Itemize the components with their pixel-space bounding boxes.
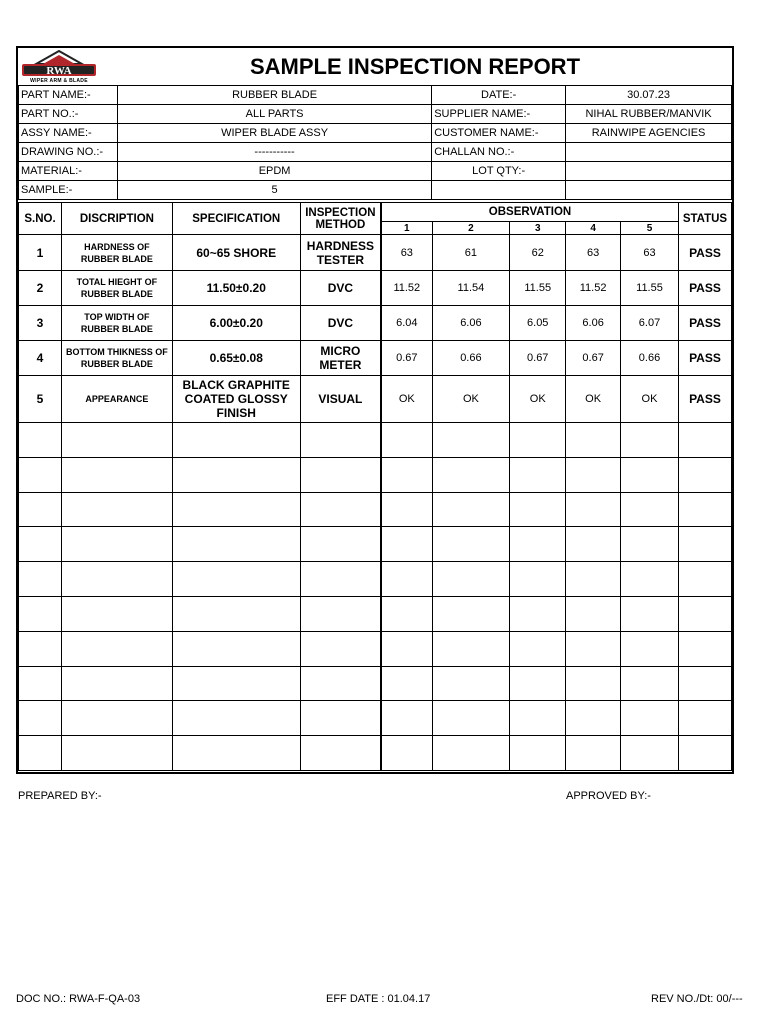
empty-cell	[381, 736, 432, 771]
row-sno: 1	[19, 235, 62, 271]
empty-cell	[19, 492, 62, 527]
empty-cell	[566, 631, 621, 666]
empty-cell	[300, 562, 381, 597]
empty-cell	[61, 736, 172, 771]
row-sno: 4	[19, 341, 62, 376]
drawing-no-value: -----------	[117, 143, 431, 162]
empty-cell	[566, 701, 621, 736]
date-value: 30.07.23	[566, 86, 732, 105]
row-description: APPEARANCE	[61, 376, 172, 423]
empty-table-row	[19, 562, 732, 597]
empty-cell	[381, 423, 432, 458]
empty-cell	[19, 666, 62, 701]
empty-cell	[19, 736, 62, 771]
empty-cell	[19, 631, 62, 666]
empty-cell	[19, 701, 62, 736]
empty-cell	[300, 423, 381, 458]
empty-cell	[300, 666, 381, 701]
empty-cell	[510, 423, 566, 458]
row-observation: 6.07	[621, 306, 679, 341]
row-status: PASS	[678, 235, 731, 271]
empty-cell	[510, 596, 566, 631]
row-observation: 11.52	[566, 271, 621, 306]
header-row	[19, 143, 732, 162]
empty-cell	[678, 631, 731, 666]
empty-cell	[61, 596, 172, 631]
row-status: PASS	[678, 306, 731, 341]
row-specification: 0.65±0.08	[172, 341, 300, 376]
empty-cell	[566, 181, 732, 200]
row-method: MICRO METER	[300, 341, 381, 376]
empty-cell	[61, 666, 172, 701]
part-name-label: PART NAME:-	[19, 86, 118, 105]
material-label: MATERIAL:-	[19, 162, 118, 181]
row-specification: 6.00±0.20	[172, 306, 300, 341]
observation-header: OBSERVATION	[381, 203, 678, 222]
empty-cell	[300, 527, 381, 562]
empty-cell	[566, 492, 621, 527]
empty-table-row	[19, 736, 732, 771]
row-status: PASS	[678, 341, 731, 376]
empty-table-row	[19, 527, 732, 562]
empty-cell	[19, 562, 62, 597]
header-row	[19, 181, 732, 200]
assy-name-label: ASSY NAME:-	[19, 124, 118, 143]
empty-cell	[381, 631, 432, 666]
row-observation: 11.55	[510, 271, 566, 306]
assy-name-value: WIPER BLADE ASSY	[117, 124, 431, 143]
empty-cell	[678, 423, 731, 458]
empty-cell	[61, 527, 172, 562]
empty-cell	[19, 527, 62, 562]
empty-cell	[621, 423, 679, 458]
empty-cell	[19, 596, 62, 631]
obs-number: 3	[510, 222, 566, 235]
empty-cell	[172, 701, 300, 736]
empty-cell	[432, 666, 510, 701]
row-observation: OK	[621, 376, 679, 423]
obs-number: 1	[381, 222, 432, 235]
empty-cell	[381, 596, 432, 631]
page-title: SAMPLE INSPECTION REPORT	[249, 54, 581, 79]
table-row	[19, 306, 732, 341]
empty-cell	[510, 631, 566, 666]
empty-cell	[381, 527, 432, 562]
header-info-table	[18, 85, 732, 200]
empty-cell	[510, 457, 566, 492]
drawing-no-label: DRAWING NO.:-	[19, 143, 118, 162]
empty-cell	[566, 527, 621, 562]
row-observation: 0.67	[381, 341, 432, 376]
empty-cell	[300, 457, 381, 492]
empty-table-row	[19, 596, 732, 631]
empty-cell	[621, 666, 679, 701]
empty-cell	[61, 701, 172, 736]
empty-cell	[678, 666, 731, 701]
empty-cell	[621, 562, 679, 597]
empty-cell	[621, 527, 679, 562]
row-observation: 0.66	[432, 341, 510, 376]
row-sno: 3	[19, 306, 62, 341]
header-row	[19, 86, 732, 105]
empty-cell	[678, 457, 731, 492]
row-observation: 62	[510, 235, 566, 271]
row-sno: 5	[19, 376, 62, 423]
empty-cell	[432, 181, 566, 200]
supplier-value: NIHAL RUBBER/MANVIK	[566, 105, 732, 124]
empty-table-row	[19, 423, 732, 458]
row-observation: OK	[510, 376, 566, 423]
empty-cell	[678, 701, 731, 736]
rwa-logo-icon	[20, 50, 98, 80]
doc-number: DOC NO.: RWA-F-QA-03	[16, 993, 141, 1005]
empty-cell	[172, 492, 300, 527]
empty-cell	[172, 423, 300, 458]
empty-cell	[172, 666, 300, 701]
sample-value: 5	[117, 181, 431, 200]
empty-cell	[678, 492, 731, 527]
challan-no-value	[566, 143, 732, 162]
empty-cell	[432, 596, 510, 631]
empty-cell	[621, 457, 679, 492]
row-observation: 6.06	[566, 306, 621, 341]
obs-number: 2	[432, 222, 510, 235]
empty-cell	[61, 423, 172, 458]
row-observation: OK	[432, 376, 510, 423]
lot-qty-value	[566, 162, 732, 181]
empty-cell	[678, 562, 731, 597]
empty-cell	[172, 527, 300, 562]
row-observation: 6.05	[510, 306, 566, 341]
lot-qty-label: LOT QTY:-	[432, 162, 566, 181]
challan-no-label: CHALLAN NO.:-	[432, 143, 566, 162]
sample-label: SAMPLE:-	[19, 181, 118, 200]
method-header: INSPECTION METHOD	[300, 203, 381, 235]
row-observation: 63	[621, 235, 679, 271]
empty-cell	[172, 631, 300, 666]
header-row	[19, 124, 732, 143]
empty-cell	[172, 457, 300, 492]
row-observation: 0.67	[510, 341, 566, 376]
row-observation: 11.54	[432, 271, 510, 306]
row-description: HARDNESS OF RUBBER BLADE	[61, 235, 172, 271]
empty-table-row	[19, 666, 732, 701]
row-description: TOP WIDTH OF RUBBER BLADE	[61, 306, 172, 341]
customer-value: RAINWIPE AGENCIES	[566, 124, 732, 143]
empty-cell	[621, 631, 679, 666]
status-header: STATUS	[678, 203, 731, 235]
empty-cell	[566, 666, 621, 701]
empty-cell	[300, 736, 381, 771]
part-name-value: RUBBER BLADE	[117, 86, 431, 105]
empty-cell	[172, 562, 300, 597]
date-label: DATE:-	[432, 86, 566, 105]
empty-cell	[300, 631, 381, 666]
revision-number: REV NO./Dt: 00/---	[651, 993, 743, 1005]
empty-cell	[61, 457, 172, 492]
empty-cell	[432, 736, 510, 771]
empty-cell	[381, 666, 432, 701]
empty-cell	[300, 596, 381, 631]
row-observation: 11.55	[621, 271, 679, 306]
row-observation: 63	[381, 235, 432, 271]
row-status: PASS	[678, 271, 731, 306]
header-row	[19, 105, 732, 124]
row-observation: 61	[432, 235, 510, 271]
empty-cell	[621, 736, 679, 771]
row-specification: 11.50±0.20	[172, 271, 300, 306]
row-observation: OK	[381, 376, 432, 423]
row-specification: 60~65 SHORE	[172, 235, 300, 271]
empty-cell	[61, 631, 172, 666]
row-method: DVC	[300, 306, 381, 341]
empty-cell	[510, 562, 566, 597]
empty-cell	[300, 492, 381, 527]
empty-cell	[300, 701, 381, 736]
table-row	[19, 341, 732, 376]
table-row	[19, 271, 732, 306]
empty-cell	[381, 457, 432, 492]
empty-cell	[61, 492, 172, 527]
empty-cell	[381, 701, 432, 736]
empty-cell	[172, 596, 300, 631]
sno-header: S.NO.	[19, 203, 62, 235]
empty-cell	[621, 701, 679, 736]
empty-cell	[510, 736, 566, 771]
column-header-row	[19, 203, 732, 222]
empty-cell	[678, 596, 731, 631]
row-description: TOTAL HIEGHT OF RUBBER BLADE	[61, 271, 172, 306]
empty-cell	[381, 562, 432, 597]
row-observation: 6.04	[381, 306, 432, 341]
empty-cell	[566, 596, 621, 631]
supplier-label: SUPPLIER NAME:-	[432, 105, 566, 124]
obs-number: 5	[621, 222, 679, 235]
empty-table-row	[19, 631, 732, 666]
table-row	[19, 235, 732, 271]
logo-caption: WIPER ARM & BLADE	[30, 78, 88, 84]
empty-cell	[566, 457, 621, 492]
header-row	[19, 162, 732, 181]
empty-cell	[432, 492, 510, 527]
inspection-report-form	[16, 46, 734, 774]
part-no-label: PART NO.:-	[19, 105, 118, 124]
row-observation: OK	[566, 376, 621, 423]
empty-cell	[61, 562, 172, 597]
observation-table	[18, 202, 732, 771]
row-observation: 6.06	[432, 306, 510, 341]
obs-number: 4	[566, 222, 621, 235]
empty-cell	[566, 736, 621, 771]
part-no-value: ALL PARTS	[117, 105, 431, 124]
row-description: BOTTOM THIKNESS OF RUBBER BLADE	[61, 341, 172, 376]
empty-cell	[621, 596, 679, 631]
empty-cell	[432, 457, 510, 492]
row-observation: 63	[566, 235, 621, 271]
empty-cell	[566, 423, 621, 458]
row-specification: BLACK GRAPHITE COATED GLOSSY FINISH	[172, 376, 300, 423]
approved-by-label: APPROVED BY:-	[566, 790, 651, 802]
empty-cell	[432, 701, 510, 736]
empty-cell	[566, 562, 621, 597]
empty-cell	[678, 527, 731, 562]
row-method: HARDNESS TESTER	[300, 235, 381, 271]
empty-cell	[172, 736, 300, 771]
empty-cell	[510, 527, 566, 562]
logo-mark-text: RWA	[46, 65, 72, 77]
empty-cell	[432, 527, 510, 562]
row-method: DVC	[300, 271, 381, 306]
row-sno: 2	[19, 271, 62, 306]
material-value: EPDM	[117, 162, 431, 181]
customer-label: CUSTOMER NAME:-	[432, 124, 566, 143]
row-status: PASS	[678, 376, 731, 423]
empty-table-row	[19, 701, 732, 736]
empty-cell	[19, 457, 62, 492]
empty-cell	[432, 562, 510, 597]
empty-table-row	[19, 492, 732, 527]
empty-cell	[381, 492, 432, 527]
empty-cell	[678, 736, 731, 771]
empty-cell	[510, 492, 566, 527]
table-row	[19, 376, 732, 423]
empty-cell	[432, 631, 510, 666]
description-header: DISCRIPTION	[61, 203, 172, 235]
specification-header: SPECIFICATION	[172, 203, 300, 235]
empty-cell	[621, 492, 679, 527]
company-logo	[18, 48, 98, 85]
title-row	[18, 48, 732, 86]
row-observation: 0.67	[566, 341, 621, 376]
row-observation: 0.66	[621, 341, 679, 376]
empty-cell	[432, 423, 510, 458]
effective-date: EFF DATE : 01.04.17	[326, 993, 431, 1005]
empty-cell	[510, 666, 566, 701]
row-method: VISUAL	[300, 376, 381, 423]
empty-cell	[510, 701, 566, 736]
empty-table-row	[19, 457, 732, 492]
empty-cell	[19, 423, 62, 458]
row-observation: 11.52	[381, 271, 432, 306]
prepared-by-label: PREPARED BY:-	[18, 790, 102, 802]
